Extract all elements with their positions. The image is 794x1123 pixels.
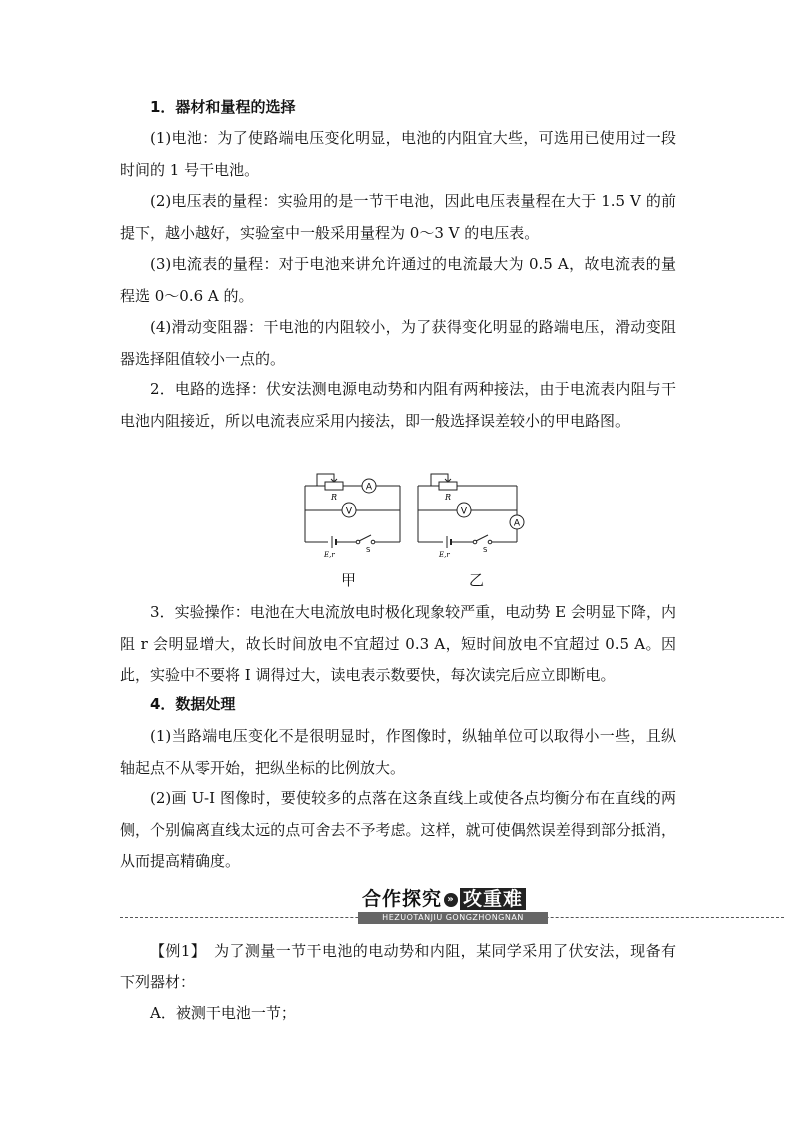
figure-caption-yi: 乙	[469, 571, 485, 589]
switch-label: S	[366, 546, 371, 554]
section4-item1: (1)当路端电压变化不是很明显时，作图像时，纵轴单位可以取得小一些，且纵轴起点不从零开始，把纵坐标的比例放大。	[120, 727, 676, 777]
circuit-diagram-jia	[300, 470, 410, 560]
section-banner	[120, 880, 784, 930]
voltmeter-label: V	[460, 506, 468, 517]
section4-heading: 4．数据处理	[150, 695, 236, 713]
voltmeter-label: V	[345, 506, 353, 517]
circuit-diagram-yi	[413, 470, 528, 560]
example-text: 【例1】 为了测量一节干电池的电动势和内阻，某同学采用了伏安法，现备有下列器材：	[120, 942, 676, 991]
banner-pinyin: HEZUOTANJIU GONGZHONGNAN	[358, 912, 548, 924]
section1-item2: (2)电压表的量程：实验用的是一节干电池，因此电压表量程在大于 1.5 V 的前提下，越小越好，实验室中一般采用量程为 0～3 V 的电压表。	[120, 192, 676, 242]
section3-text: 3．实验操作：电池在大电流放电时极化现象较严重，电动势 E 会明显下降，内阻 r 会明显增大，故长时间放电不宜超过 0.3 A，短时间放电不宜超过 0.5 A。因此，实验中不要将 I 调得过大，读电表示数要快，每次读完后应立即断电。	[120, 603, 676, 684]
resistor-label: R	[445, 493, 452, 502]
section2-text: 2．电路的选择：伏安法测电源电动势和内阻有两种接法，由于电流表内阻与干电池内阻接近，所以电流表应采用内接法，即一般选择误差较小的甲电路图。	[120, 380, 676, 430]
section1-item4: (4)滑动变阻器：干电池的内阻较小，为了获得变化明显的路端电压，滑动变阻器选择阻值较小一点的。	[120, 318, 676, 368]
battery-label: E,r	[324, 551, 335, 559]
section1-item1: (1)电池：为了使路端电压变化明显，电池的内阻宜大些，可选用已使用过一段时间的 1 号干电池。	[120, 129, 676, 179]
banner-title	[362, 884, 526, 911]
switch-label: S	[483, 546, 488, 554]
chevron-right-icon: »	[444, 893, 458, 907]
ammeter-label: A	[365, 482, 373, 493]
section4-item2: (2)画 U-I 图像时，要使较多的点落在这条直线上或使各点均衡分布在直线的两侧，个别偏离直线太远的点可舍去不予考虑。这样，就可使偶然误差得到部分抵消，从而提高精确度。	[120, 789, 676, 870]
resistor-label: R	[331, 493, 338, 502]
banner-title-part1: 合作探究	[362, 888, 443, 910]
example-option-a: A．被测干电池一节；	[150, 1004, 296, 1022]
section1-item3: (3)电流表的量程：对于电池来讲允许通过的电流最大为 0.5 A，故电流表的量程选 0～0.6 A 的。	[120, 255, 676, 305]
banner-title-part2: 攻重难	[460, 888, 526, 910]
ammeter-label: A	[513, 518, 521, 529]
section1-heading: 1．器材和量程的选择	[150, 98, 296, 116]
battery-label: E,r	[439, 551, 450, 559]
figure-caption-jia: 甲	[341, 571, 357, 589]
